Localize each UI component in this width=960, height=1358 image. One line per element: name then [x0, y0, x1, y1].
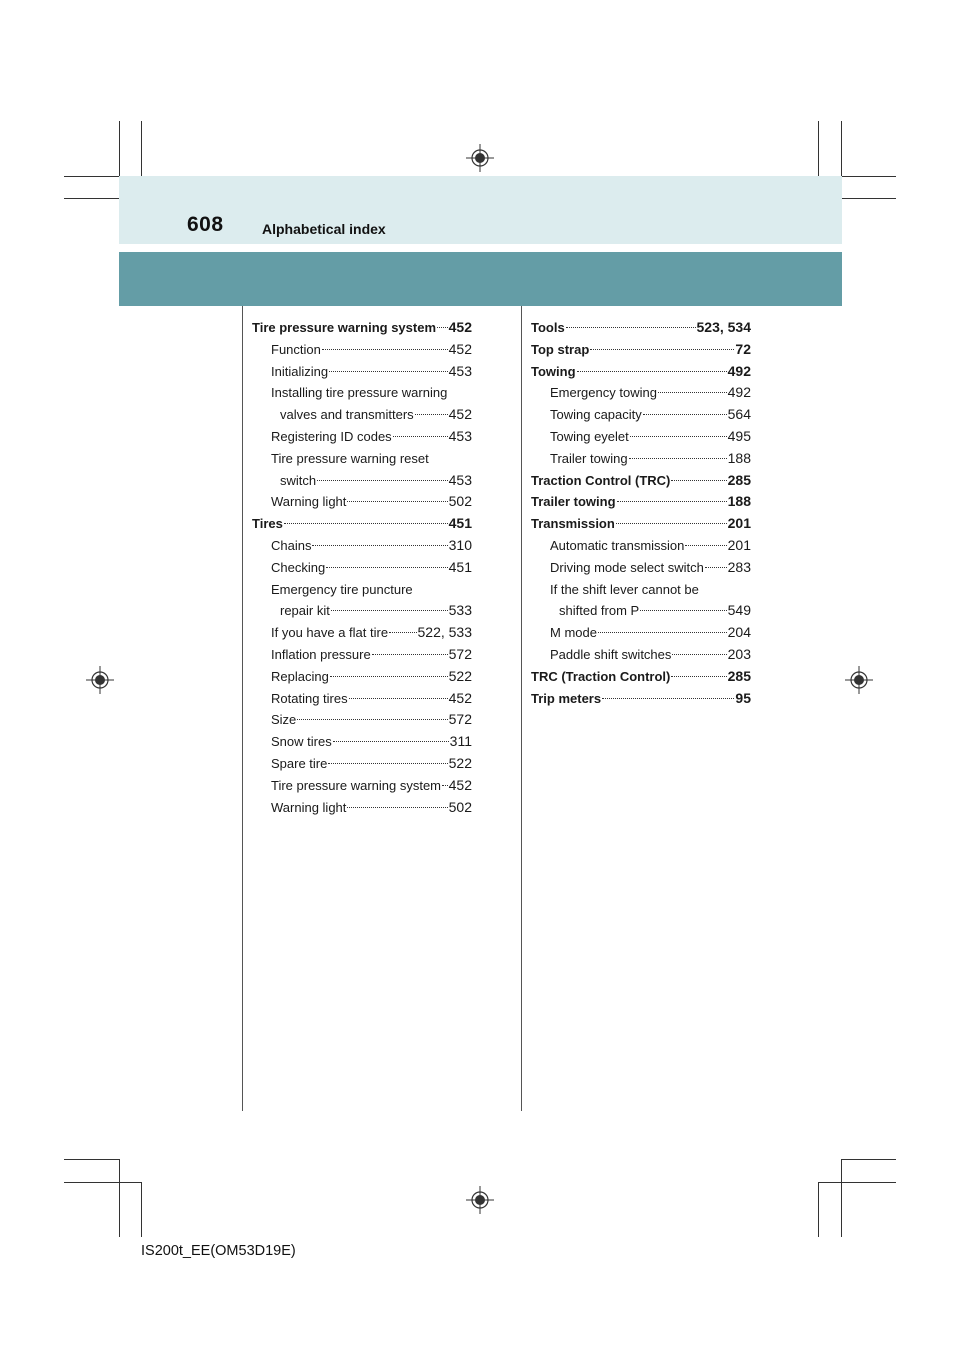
index-entry-label: Tire pressure warning system	[252, 320, 437, 335]
page-number: 608	[187, 213, 224, 236]
registration-target-icon	[845, 666, 873, 694]
index-entry-label-continued: switch	[280, 472, 317, 488]
index-entry	[252, 666, 472, 688]
index-entry-label: Initializing	[271, 363, 329, 379]
index-entry-label: Replacing	[271, 668, 329, 684]
index-entry	[252, 775, 472, 797]
index-entry-page: 522, 533	[417, 624, 472, 641]
index-entry	[531, 579, 751, 623]
index-entry	[252, 644, 472, 666]
index-entry	[531, 404, 751, 426]
section-title: Alphabetical index	[262, 221, 386, 237]
index-entry	[252, 797, 472, 819]
index-entry-page: 502	[448, 798, 472, 815]
index-entry-label: Registering ID codes	[271, 428, 392, 444]
index-entry-page: 201	[727, 536, 751, 553]
index-entry	[531, 535, 751, 557]
index-entry-page: 492	[727, 384, 751, 401]
index-entry-label: Warning light	[271, 799, 347, 815]
leader-dots	[317, 479, 448, 481]
leader-dots	[284, 522, 448, 524]
leader-dots	[329, 370, 448, 372]
registration-target-icon	[466, 144, 494, 172]
index-entry-page: 522	[448, 667, 472, 684]
index-entry-page: 492	[727, 362, 751, 379]
index-entry-page: 203	[727, 645, 751, 662]
crop-mark	[64, 198, 120, 199]
index-entry-page: 452	[448, 689, 472, 706]
index-entry	[252, 426, 472, 448]
index-entry-page: 453	[448, 427, 472, 444]
leader-dots	[389, 631, 416, 633]
crop-mark	[64, 1182, 142, 1183]
index-entry-page: 453	[448, 362, 472, 379]
index-entry-label: TRC (Traction Control)	[531, 668, 671, 684]
index-entry-page: 533	[448, 602, 472, 619]
leader-dots	[333, 740, 449, 742]
index-entry-label-continued: repair kit	[280, 603, 330, 619]
index-entry-page: 452	[448, 340, 472, 357]
leader-dots	[658, 391, 727, 393]
index-entry-label: Towing capacity	[550, 407, 642, 423]
index-entry-label: Top strap	[531, 341, 590, 357]
index-entry	[531, 361, 751, 383]
index-entry-page: 452	[448, 776, 472, 793]
header-accent-band	[119, 252, 842, 306]
index-entry	[252, 579, 472, 623]
index-entry-label: Paddle shift switches	[550, 646, 672, 662]
leader-dots	[331, 609, 448, 611]
index-entry-label: Size	[271, 712, 297, 728]
index-entry	[531, 666, 751, 688]
registration-target-icon	[466, 1186, 494, 1214]
leader-dots	[629, 457, 727, 459]
index-entry	[531, 491, 751, 513]
index-entry	[252, 382, 472, 426]
crop-mark	[818, 1182, 896, 1183]
index-entry-page: 452	[448, 319, 472, 335]
index-entry-label-continued: shifted from P	[559, 603, 640, 619]
index-entry-page: 451	[448, 515, 472, 532]
index-entry-page: 310	[448, 536, 472, 553]
document-code: IS200t_EE(OM53D19E)	[141, 1243, 296, 1259]
index-entry-page: 285	[727, 471, 751, 488]
index-entry-label: Spare tire	[271, 755, 328, 771]
leader-dots	[349, 697, 448, 699]
index-entry-page: 188	[727, 449, 751, 466]
leader-dots	[598, 631, 727, 633]
leader-dots	[671, 675, 726, 677]
index-entry-page: 564	[727, 406, 751, 423]
index-entry-label: Automatic transmission	[550, 537, 685, 553]
crop-mark	[818, 1182, 819, 1237]
index-entry	[252, 622, 472, 644]
leader-dots	[328, 762, 447, 764]
index-entry-label: Emergency tire puncture	[271, 581, 413, 597]
index-entry-label: Snow tires	[271, 734, 332, 750]
index-entry-page: 453	[448, 471, 472, 488]
index-entry-page: 72	[735, 340, 751, 357]
index-entry-page: 572	[448, 645, 472, 662]
index-entry	[252, 361, 472, 383]
index-entry-page: 283	[727, 558, 751, 575]
leader-dots	[672, 653, 726, 655]
index-entry	[531, 426, 751, 448]
header-band	[119, 176, 842, 244]
index-entry	[252, 731, 472, 753]
index-entry-page: 522	[448, 754, 472, 771]
index-entry-page: 95	[735, 689, 751, 706]
leader-dots	[685, 544, 726, 546]
index-entry-label: Traction Control (TRC)	[531, 472, 671, 488]
index-column-right	[531, 317, 751, 709]
column-divider	[242, 306, 243, 1111]
index-entry	[252, 339, 472, 361]
index-entry-page: 311	[449, 733, 472, 750]
index-entry	[531, 448, 751, 470]
index-entry-label: Tire pressure warning system	[271, 777, 442, 793]
index-entry	[531, 382, 751, 404]
index-entry-label: Towing eyelet	[550, 428, 629, 444]
leader-dots	[442, 784, 448, 786]
index-entry-label: Rotating tires	[271, 690, 348, 706]
leader-dots	[705, 566, 727, 568]
index-entry-label: Function	[271, 341, 321, 357]
leader-dots	[602, 697, 734, 699]
index-entry	[531, 622, 751, 644]
index-entry-label: Tools	[531, 320, 565, 335]
index-entry-label: Emergency towing	[550, 385, 657, 401]
leader-dots	[347, 806, 447, 808]
index-column-left	[252, 317, 472, 818]
index-entry-page: 523, 534	[696, 319, 751, 335]
index-entry	[531, 317, 751, 339]
index-entry-page: 495	[727, 427, 751, 444]
crop-mark	[841, 198, 896, 199]
index-entry	[252, 317, 472, 339]
crop-mark	[119, 1159, 120, 1237]
index-entry	[252, 491, 472, 513]
registration-target-icon	[86, 666, 114, 694]
leader-dots	[566, 326, 696, 328]
leader-dots	[617, 500, 727, 502]
leader-dots	[643, 413, 727, 415]
crop-mark	[141, 1182, 142, 1237]
index-entry	[252, 688, 472, 710]
index-entry-page: 201	[727, 515, 751, 532]
crop-mark	[841, 1159, 842, 1237]
leader-dots	[312, 544, 447, 546]
index-entry-page: 549	[727, 602, 751, 619]
index-entry-label: Warning light	[271, 494, 347, 510]
leader-dots	[630, 435, 727, 437]
index-entry-page: 204	[727, 624, 751, 641]
leader-dots	[590, 348, 734, 350]
index-entry-label: Driving mode select switch	[550, 559, 704, 575]
index-entry	[252, 753, 472, 775]
leader-dots	[347, 500, 447, 502]
index-entry-label: Trailer towing	[550, 450, 628, 466]
leader-dots	[393, 435, 448, 437]
index-entry-page: 285	[727, 667, 751, 684]
leader-dots	[330, 675, 448, 677]
index-entry	[252, 513, 472, 535]
leader-dots	[671, 479, 726, 481]
index-entry-label: Trip meters	[531, 690, 602, 706]
index-entry-page: 502	[448, 493, 472, 510]
leader-dots	[616, 522, 727, 524]
index-entry-label: Chains	[271, 537, 312, 553]
index-entry-label: Checking	[271, 559, 326, 575]
index-entry-label: Transmission	[531, 516, 615, 532]
index-entry-page: 188	[727, 493, 751, 510]
leader-dots	[640, 609, 726, 611]
index-entry-page: 452	[448, 406, 472, 423]
leader-dots	[577, 370, 727, 372]
index-entry-page: 572	[448, 711, 472, 728]
index-entry	[531, 557, 751, 579]
index-entry-label: Tires	[252, 516, 283, 532]
index-entry	[252, 535, 472, 557]
leader-dots	[322, 348, 448, 350]
index-entry	[252, 709, 472, 731]
crop-mark	[841, 1159, 896, 1160]
index-entry-label: Towing	[531, 363, 576, 379]
crop-mark	[64, 1159, 120, 1160]
index-entry-label-continued: valves and transmitters	[280, 407, 414, 423]
index-entry	[531, 513, 751, 535]
index-entry-label: Installing tire pressure warning	[271, 385, 448, 401]
index-entry	[531, 644, 751, 666]
index-entry-label: If you have a flat tire	[271, 625, 389, 641]
index-entry-page: 451	[448, 558, 472, 575]
index-entry-label: M mode	[550, 625, 597, 641]
index-entry	[531, 688, 751, 710]
index-entry-label: Tire pressure warning reset	[271, 450, 429, 466]
index-entry	[252, 557, 472, 579]
column-divider	[521, 306, 522, 1111]
index-entry-label: If the shift lever cannot be	[550, 581, 699, 597]
index-entry-label: Inflation pressure	[271, 646, 371, 662]
leader-dots	[415, 413, 448, 415]
leader-dots	[297, 718, 447, 720]
leader-dots	[437, 326, 448, 328]
index-entry	[531, 339, 751, 361]
index-entry-label: Trailer towing	[531, 494, 616, 510]
leader-dots	[372, 653, 448, 655]
index-entry	[531, 470, 751, 492]
index-entry	[252, 448, 472, 492]
leader-dots	[326, 566, 447, 568]
